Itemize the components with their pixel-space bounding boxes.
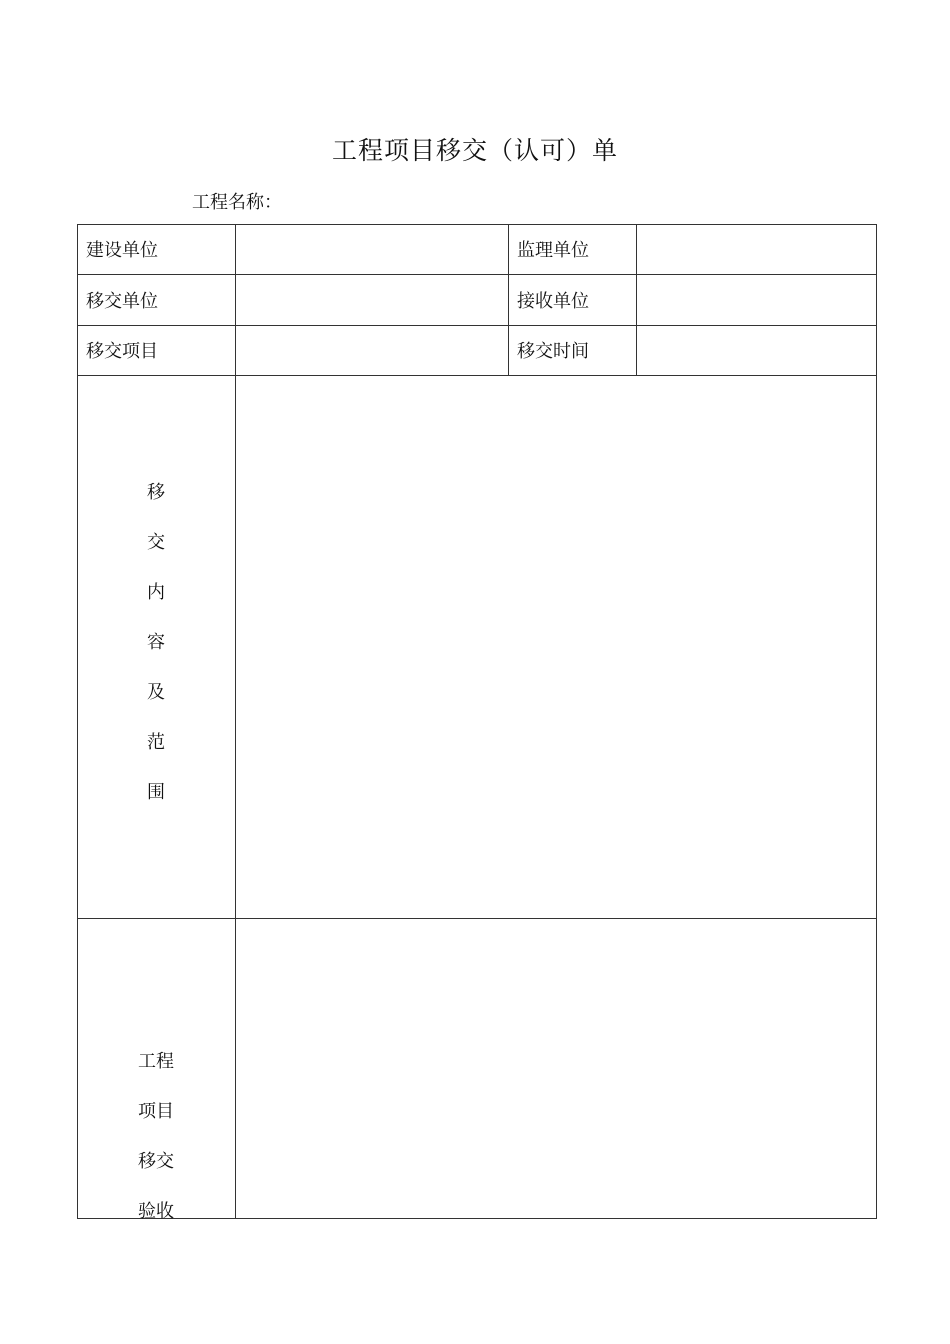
receiving-unit-label-text: 接收单位 [517,290,589,312]
supervision-unit-label-text: 监理单位 [517,240,589,261]
handover-item-label-text: 移交项目 [86,341,158,362]
table-border-bottom [77,1218,877,1219]
handover-item-field[interactable] [236,326,508,375]
handover-time-label [508,325,636,375]
document-title: 工程项目移交（认可）单 [331,136,618,165]
receiving-unit-label [508,274,636,325]
acceptance-label [77,918,235,1222]
handover-unit-label-text: 移交单位 [86,290,158,312]
acceptance-label-line: 工程 [138,1051,174,1072]
scope-content-field[interactable] [236,376,876,918]
supervision-unit-field[interactable] [637,225,876,274]
scope-label-char: 交 [147,532,165,553]
acceptance-label-line: 移交 [138,1151,174,1172]
construction-unit-label [77,224,235,274]
handover-time-field[interactable] [637,326,876,375]
scope-label-char: 移 [147,482,165,503]
table-border-right [876,224,877,1219]
construction-unit-label-text: 建设单位 [86,240,158,261]
scope-label-char: 围 [147,782,165,803]
scope-label-char: 及 [147,682,165,703]
acceptance-content-field[interactable] [236,919,876,1218]
scope-label-char: 内 [147,582,165,603]
receiving-unit-field[interactable] [637,275,876,325]
acceptance-label-line: 项目 [138,1101,174,1122]
scope-label-char: 容 [147,632,165,653]
project-name-label: 工程名称： [192,192,282,213]
handover-time-label-text: 移交时间 [517,341,589,362]
acceptance-label-line: 验收 [138,1201,174,1222]
handover-unit-field[interactable] [236,275,508,325]
supervision-unit-label [508,224,636,274]
construction-unit-field[interactable] [236,225,508,274]
scope-label [77,375,235,918]
scope-label-char: 范 [147,732,165,753]
handover-unit-label [77,274,235,325]
handover-item-label [77,325,235,375]
